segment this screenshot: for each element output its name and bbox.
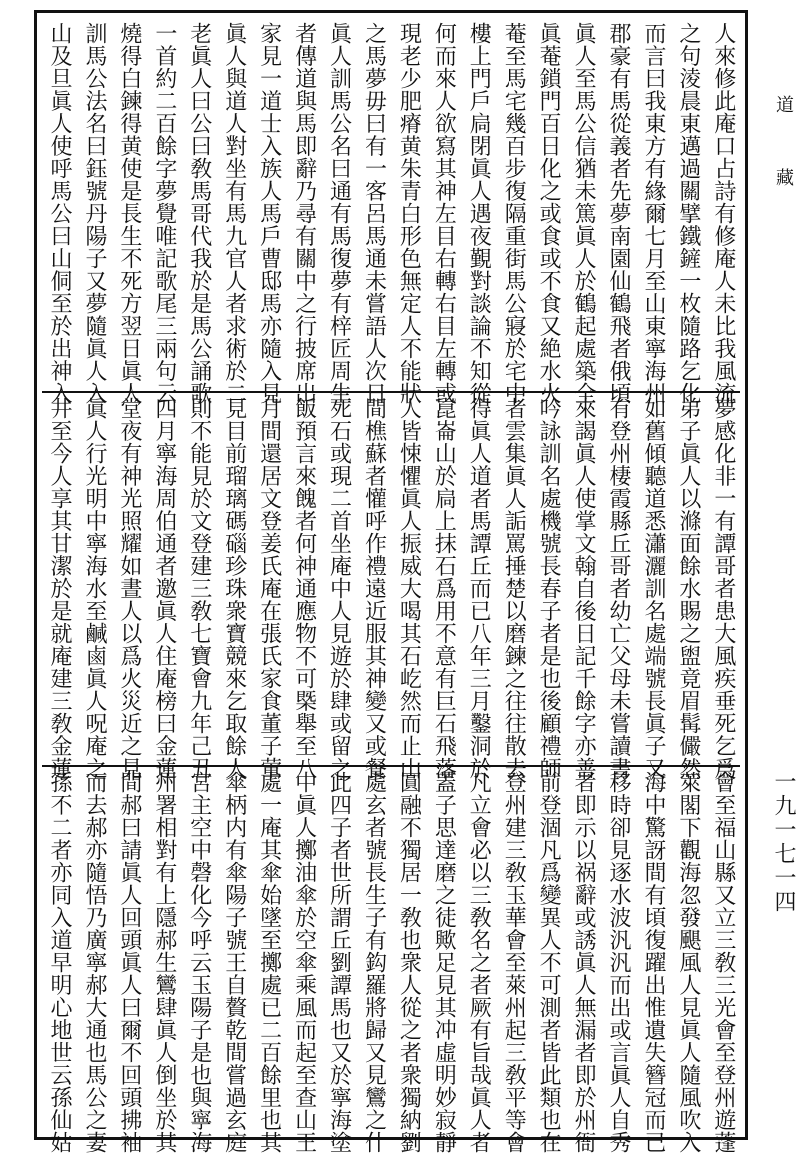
text-panel-top (42, 18, 740, 405)
text-column: 州署相對有上隱郝生鸞肆眞人倒坐於其 (151, 771, 177, 1154)
text-column: 處玄者號長生子有鈎羅將歸又見鸞之什 (361, 771, 387, 1154)
page-frame (34, 10, 748, 1154)
text-column: 蓋子思達磨之徒歟足見其冲虛明妙寂靜 (431, 771, 457, 1154)
text-column: 人來修此庵口占詩有修庵人未比我風流 (710, 22, 736, 405)
text-column: 眞人行光明中寧海水至鹹鹵眞人呪庵之 (81, 397, 107, 780)
text-column: 死石或現二首坐庵中人見遊於肆或留之 (326, 397, 352, 780)
text-column: 眞人訓馬公名曰通有馬復夢有梓匠周生 (326, 22, 352, 405)
text-column: 而言曰我東方有緣爾七月至山東寧海州 (640, 22, 666, 405)
text-column: 月間還居文登姜氏庵在張氏家食董子葷 (256, 397, 282, 780)
text-column: 會至福山縣又立三敎三光會至登州遊蓬 (710, 771, 736, 1154)
text-column: 處一庵其傘始墜至擲處已二百餘里也其 (256, 771, 282, 1154)
text-column: 而去郝亦隨悟乃廣寧郝大通也馬公之妻 (81, 771, 107, 1154)
text-column: 家見一道士入族人馬戶曹邸馬亦隨入見 (256, 22, 282, 405)
panel-columns (42, 393, 740, 780)
text-column: 何而來人欲寫其神左目右轉右目左轉或 (431, 22, 457, 405)
text-column: 燒得白鍊得黄使是長生不死方翌日眞人 (116, 22, 142, 405)
text-column: 中眞人擲油傘於空傘乘風而起至查山王 (291, 771, 317, 1154)
text-column: 傘柄内有傘陽子號王自贅乾間嘗過玄庭 (221, 771, 247, 1154)
text-column: 移時卻見逐水波汎汎而出或言眞人自秀 (606, 771, 631, 1154)
text-column: 則不能見於文登建三敎七寶會九年己丑 (186, 397, 212, 780)
text-column: 見目前瑠璃碼碯珍珠衆寶競來乞取餘人 (221, 397, 247, 780)
margin-title: 道藏 (773, 95, 794, 241)
text-column: 此四子者世所謂丘劉譚馬也又於寧海塗 (326, 771, 352, 1154)
text-column: 來謁眞人使掌文翰自後日記千餘字亦善 (571, 397, 597, 780)
text-column: 眞人與道人對坐有馬九官人者求術於二 (221, 22, 247, 405)
text-column: 凡立會必以三敎名之者厥有旨哉眞人者 (466, 771, 492, 1154)
page-number: 一九一七一四 (771, 770, 796, 914)
text-column: 得眞人道者馬譚丘而已八年三月鑿洞於 (466, 397, 492, 780)
text-column: 飯預言來餽者何神通應物不可槩舉至八 (291, 397, 317, 780)
text-column: 四月寧海周伯通者邀眞人住庵榜曰金蓮 (151, 397, 177, 780)
text-panel-middle (42, 391, 740, 780)
text-column: 一首約二百餘字夢覺唯記歌尾三兩句云 (151, 22, 177, 405)
panel-columns (42, 18, 740, 405)
text-column: 人皆悚懼眞人振威大喝其石屹然而止山 (396, 397, 422, 780)
text-column: 吟詠訓名處機號長春子者是也後顧禮師 (536, 397, 562, 780)
panel-columns (42, 767, 740, 1154)
text-column: 夢感化非一有譚哥者患大風疾垂死乞爲 (710, 397, 736, 780)
text-panel-bottom (42, 765, 740, 1154)
text-column: 崑崙山於扃上抹石爲用不意有巨石飛落 (431, 397, 457, 780)
text-column: 登州建三敎玉華會至萊州起三敎平等會 (501, 771, 527, 1154)
text-column: 井至今人享其甘潔於是就庵建三敎金蓮 (47, 397, 72, 780)
text-column: 者傳道與馬即辭乃尋有關中之行披席出 (291, 22, 317, 405)
text-column: 間郝曰請眞人回頭眞人曰爾不回頭拂袖 (116, 771, 142, 1154)
text-column: 眞菴鎖門百日化之或食或不食又絶水火 (536, 22, 562, 405)
text-column: 萊閣下觀海忽發颶風人見眞人隨風吹入 (675, 771, 701, 1154)
text-column: 堂夜有神光照耀如晝人以爲火災近之見 (116, 397, 142, 780)
text-column: 現老少肥瘠黄朱青白形色無定人不能狀 (396, 22, 422, 405)
text-column: 郡豪有馬從義者先夢南園仙鶴飛者俄頃 (606, 22, 631, 405)
text-column: 間樵蘇者懽呼作禮遠近服其神變又或餐 (361, 397, 387, 780)
text-column: 有登州棲霞縣丘哥者幼亡父母未嘗讀書 (606, 397, 631, 780)
text-column: 者即示以祸辭或誘眞人無漏者即於州衙 (571, 771, 597, 1154)
text-column: 前登涸凡爲變異人不可測者皆此類也在 (536, 771, 562, 1154)
text-column: 海中驚訝間有頃復躍出惟遺失簪冠而已 (640, 771, 666, 1154)
text-column: 孫不二者亦同入道早明心地世云孫仙姑 (47, 771, 72, 1154)
text-column: 如舊傾聽道悉瀟灑訓名處端號長眞子又 (640, 397, 666, 780)
text-column: 訓馬公法名曰鈺號丹陽子又夢隨眞人入 (81, 22, 107, 405)
text-column: 弟子眞人以滌面餘水賜之盥竟眉髯儼然 (675, 397, 701, 780)
text-column: 之馬夢毋曰有一客呂馬通未嘗語人次日 (361, 22, 387, 405)
text-column: 眞人至馬公信猶未篤眞人於鶴起處築全 (571, 22, 597, 405)
text-column: 圓融不獨居一敎也衆人從之者衆獨納劉 (396, 771, 422, 1154)
text-column: 山及旦眞人使呼馬公曰山侗至於出神入 (47, 22, 72, 405)
text-column: 宮主空中磬化今呼云玉陽子是也與寧海 (186, 771, 212, 1154)
text-column: 者雲集眞人詬罵捶楚以磨鍊之往往散去 (501, 397, 527, 780)
text-column: 老眞人曰公曰敎馬哥代我於是馬公誦歌 (186, 22, 212, 405)
text-column: 菴至馬宅幾百步復隔重街馬公寢於宅中 (501, 22, 527, 405)
text-column: 樓上門戶扃閉眞人遇夜覲對談論不知從 (466, 22, 492, 405)
text-column: 之句淩晨東邁過關擘鐵鏟一枚隨路乞化 (675, 22, 701, 405)
